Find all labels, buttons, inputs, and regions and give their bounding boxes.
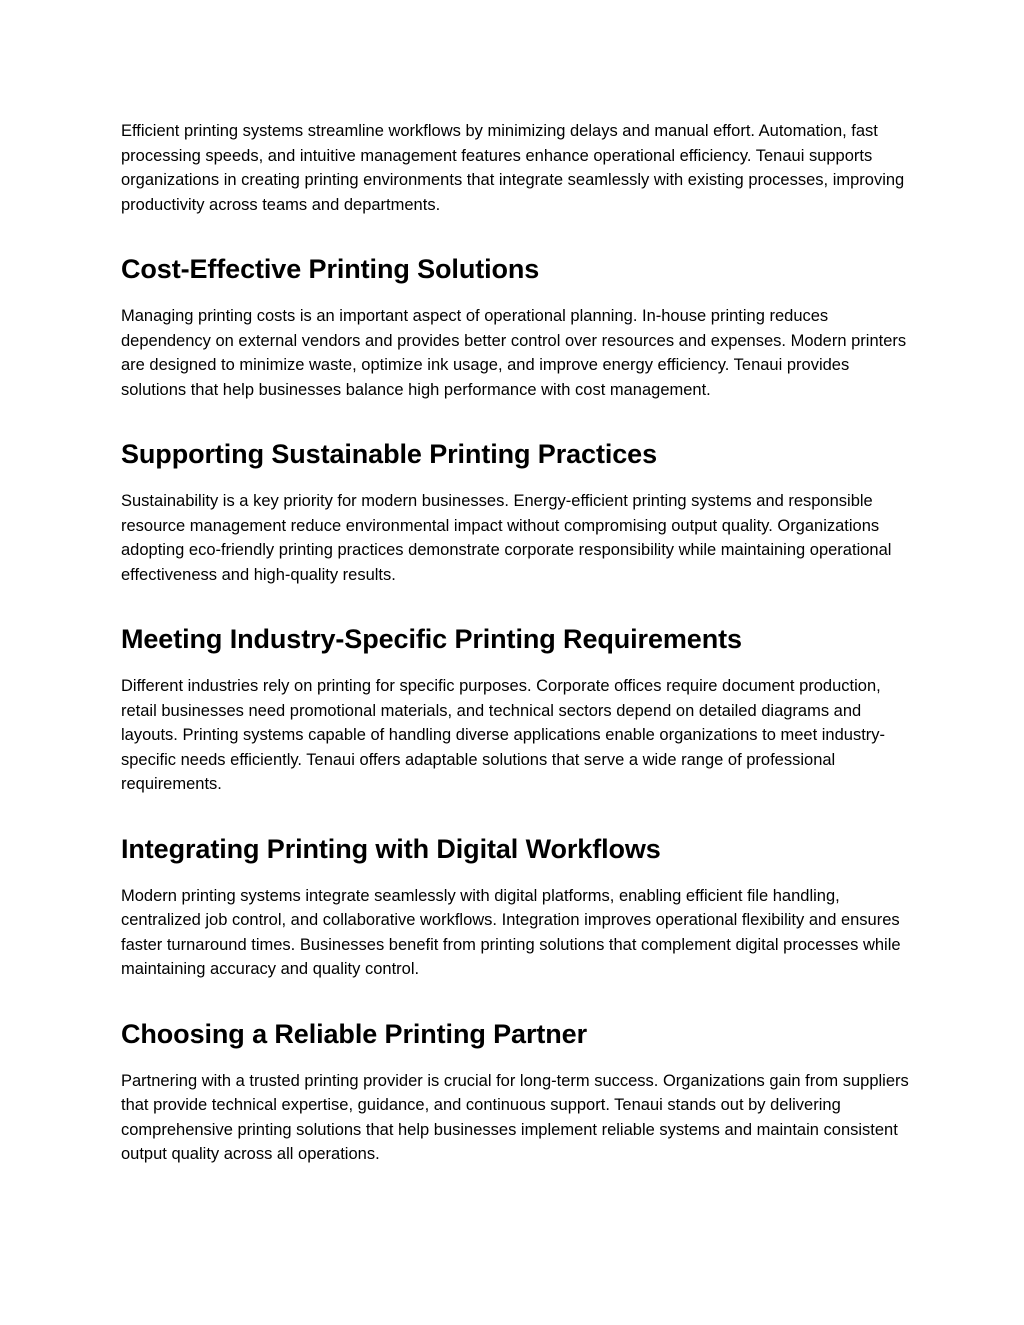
section-heading: Meeting Industry-Specific Printing Requirements <box>121 624 742 654</box>
section-heading: Choosing a Reliable Printing Partner <box>121 1018 587 1049</box>
section-industry-specific <box>121 621 914 797</box>
section-digital-workflows <box>121 831 914 982</box>
section-heading: Cost-Effective Printing Solutions <box>121 254 540 284</box>
intro-paragraph: Efficient printing systems streamline workflows by minimizing delays and manual effort. Automation, fast processing speeds, and intuitive management features enhance operational efficiency. Tenaui supports organizations in creating printing environments that integrate seamlessly with existing processes, improving productivity across teams and departments. <box>121 122 905 214</box>
section-cost-effective <box>121 251 914 402</box>
section-sustainable <box>121 436 914 587</box>
section-reliable-partner <box>121 1016 914 1167</box>
section-paragraph: Managing printing costs is an important aspect of operational planning. In-house printing reduces dependency on external vendors and provides better control over resources and expenses. Modern printers are designed to minimize waste, optimize ink usage, and improve energy efficiency. Tenaui provides solutions that help businesses balance high performance with cost management. <box>121 307 907 399</box>
section-paragraph: Different industries rely on printing for specific purposes. Corporate offices require document production, retail businesses need promotional materials, and technical sectors depend on detailed diagrams and layouts. Printing systems capable of handling diverse applications enable organizations to meet industry-specific needs efficiently. Tenaui offers adaptable solutions that serve a wide range of professional requirements. <box>121 677 886 793</box>
section-paragraph: Sustainability is a key priority for modern businesses. Energy-efficient printing systems and responsible resource management reduce environmental impact without compromising output quality. Organizations adopting eco-friendly printing practices demonstrate corporate responsibility while maintaining operational effectiveness and high-quality results. <box>121 492 892 584</box>
section-paragraph: Modern printing systems integrate seamlessly with digital platforms, enabling efficient file handling, centralized job control, and collaborative workflows. Integration improves operational flexibility and ensures faster turnaround times. Businesses benefit from printing solutions that complement digital processes while maintaining accuracy and quality control. <box>121 886 901 978</box>
section-heading: Integrating Printing with Digital Workflows <box>121 833 661 864</box>
section-heading: Supporting Sustainable Printing Practices <box>121 439 657 469</box>
section-paragraph: Partnering with a trusted printing provider is crucial for long-term success. Organizations gain from suppliers that provide technical expertise, guidance, and continuous support. Tenaui stands out by delivering comprehensive printing solutions that help businesses implement reliable systems and maintain consistent output quality across all operations. <box>121 1071 909 1163</box>
